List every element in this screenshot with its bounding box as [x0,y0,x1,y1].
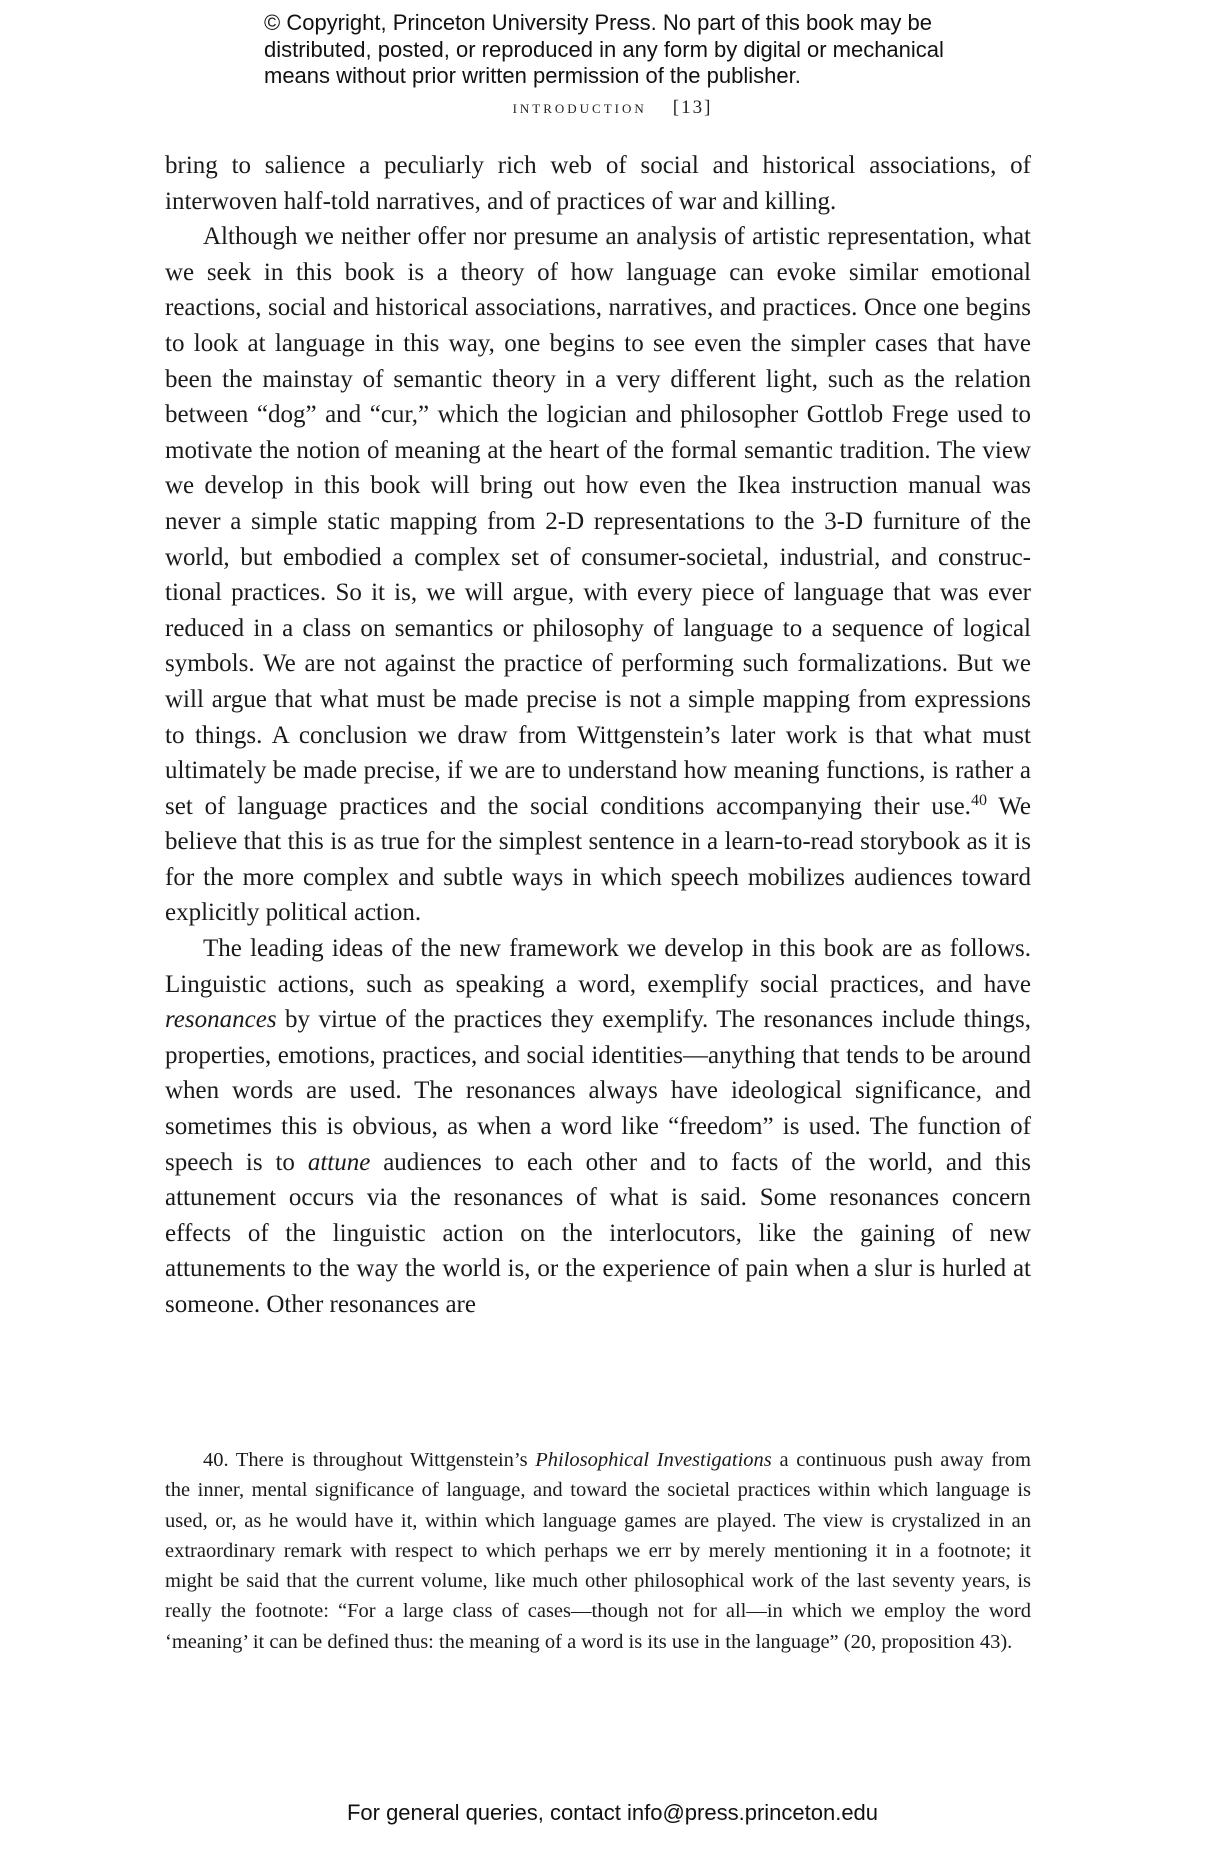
footnote-text-part: a continuous push away from the inner, mental significance of language, and toward the societal practices within which language is used, or, as he would have it, within which language games are played. The view is crystalized in an extraordinary remark with respect to which perhaps we err by merely mentioning it in a footnote; it might be said that the current volume, like much other philosophical work of the last seventy years, is really the footnote: “For a large class of cases—though not for all—in which we employ the word ‘meaning’ it can be defined thus: the meaning of a word is its use in the language” (20, proposition 43). [165,1449,1031,1653]
paragraph-text: The leading ideas of the new framework we develop in this book are as follows. Linguistic actions, such as speaking a word, exemplify social practices, and have [165,935,1031,998]
paragraph [165,148,1031,219]
paragraph-text: Although we neither offer nor presume an analysis of artistic representation, what we seek in this book is a theory of how language can evoke similar emotional reactions, social and historical associations, narratives, and practices. Once one begins to look at language in this way, one begins to see even the simpler cases that have been the mainstay of semantic theory in a very different light, such as the relation between “dog” and “cur,” which the logician and philosopher Gottlob Frege used to motivate the notion of meaning at the heart of the formal semantic tradition. The view we develop in this book will bring out how even the Ikea instruction manual was never a simple static mapping from 2-D representations to the 3-D furniture of the world, but embodied a complex set of consumer-societal, industrial, and constructional practices. So it is, we will argue, with every piece of language that was ever reduced in a class on semantics or philosophy of language to a sequence of logical symbols. We are not against the practice of performing such formalizations. But we will argue that what must be made precise is not a simple mapping from expressions to things. A conclusion we draw from Wittgenstein’s later work is that what must ultimately be made precise, if we are to understand how meaning functions, is rather a set of language practices and the social conditions accompanying their use. [165,223,1031,820]
footnote-text [165,1445,1031,1657]
running-head-title: introduction [512,97,647,118]
emphasis: resonances [165,1006,277,1034]
copyright-notice [264,10,1024,90]
paragraph-text: audiences to each other and to facts of the world, and this attunement occurs via the resonances of what is said. Some resonances concern effects of the linguistic action on the interlocutors, like the gaining of new attunements to the way the world is, or the experience of pain when a slur is hurled at someone. Other resonances are [165,1148,1032,1318]
paragraph [165,931,1031,1323]
footnote-text-part: 40. There is throughout Wittgenstein’s [203,1449,536,1471]
footnote-reference[interactable]: 40 [970,791,987,809]
paragraph-text: by virtue of the practices they exemplify. The resonances include things, properties, emotions, practices, and social identities—anything that tends to be around when words are used. The resonances always have ideological significance, and sometimes this is obvious, as when a word like “freedom” is used. The function of speech is to [165,1006,1031,1176]
book-title: Philosophical Investigations [535,1449,772,1471]
emphasis: attune [307,1148,371,1176]
footnote [165,1445,1031,1657]
running-head [0,97,1225,119]
body-text [165,148,1031,1323]
paragraph [165,219,1031,931]
copyright-line: © Copyright, Princeton University Press. No part of this book may be [264,10,932,35]
footer-contact: For general queries, contact info@press.princeton.edu [346,1800,879,1825]
copyright-line: means without prior written permission of the publisher. [264,63,801,88]
paragraph-text: bring to salience a peculiarly rich web of social and historical associations, of interwoven half-told narratives, and of practices of war and killing. [165,152,1031,215]
paragraph-text: We believe that this is as true for the simplest sentence in a learn-to-read storybook as it is for the more complex and subtle ways in which speech mobilizes audiences toward explicitly political action. [165,792,1031,927]
page-number: [13] [672,97,713,118]
copyright-line: distributed, posted, or reproduced in any form by digital or mechanical [264,36,944,62]
